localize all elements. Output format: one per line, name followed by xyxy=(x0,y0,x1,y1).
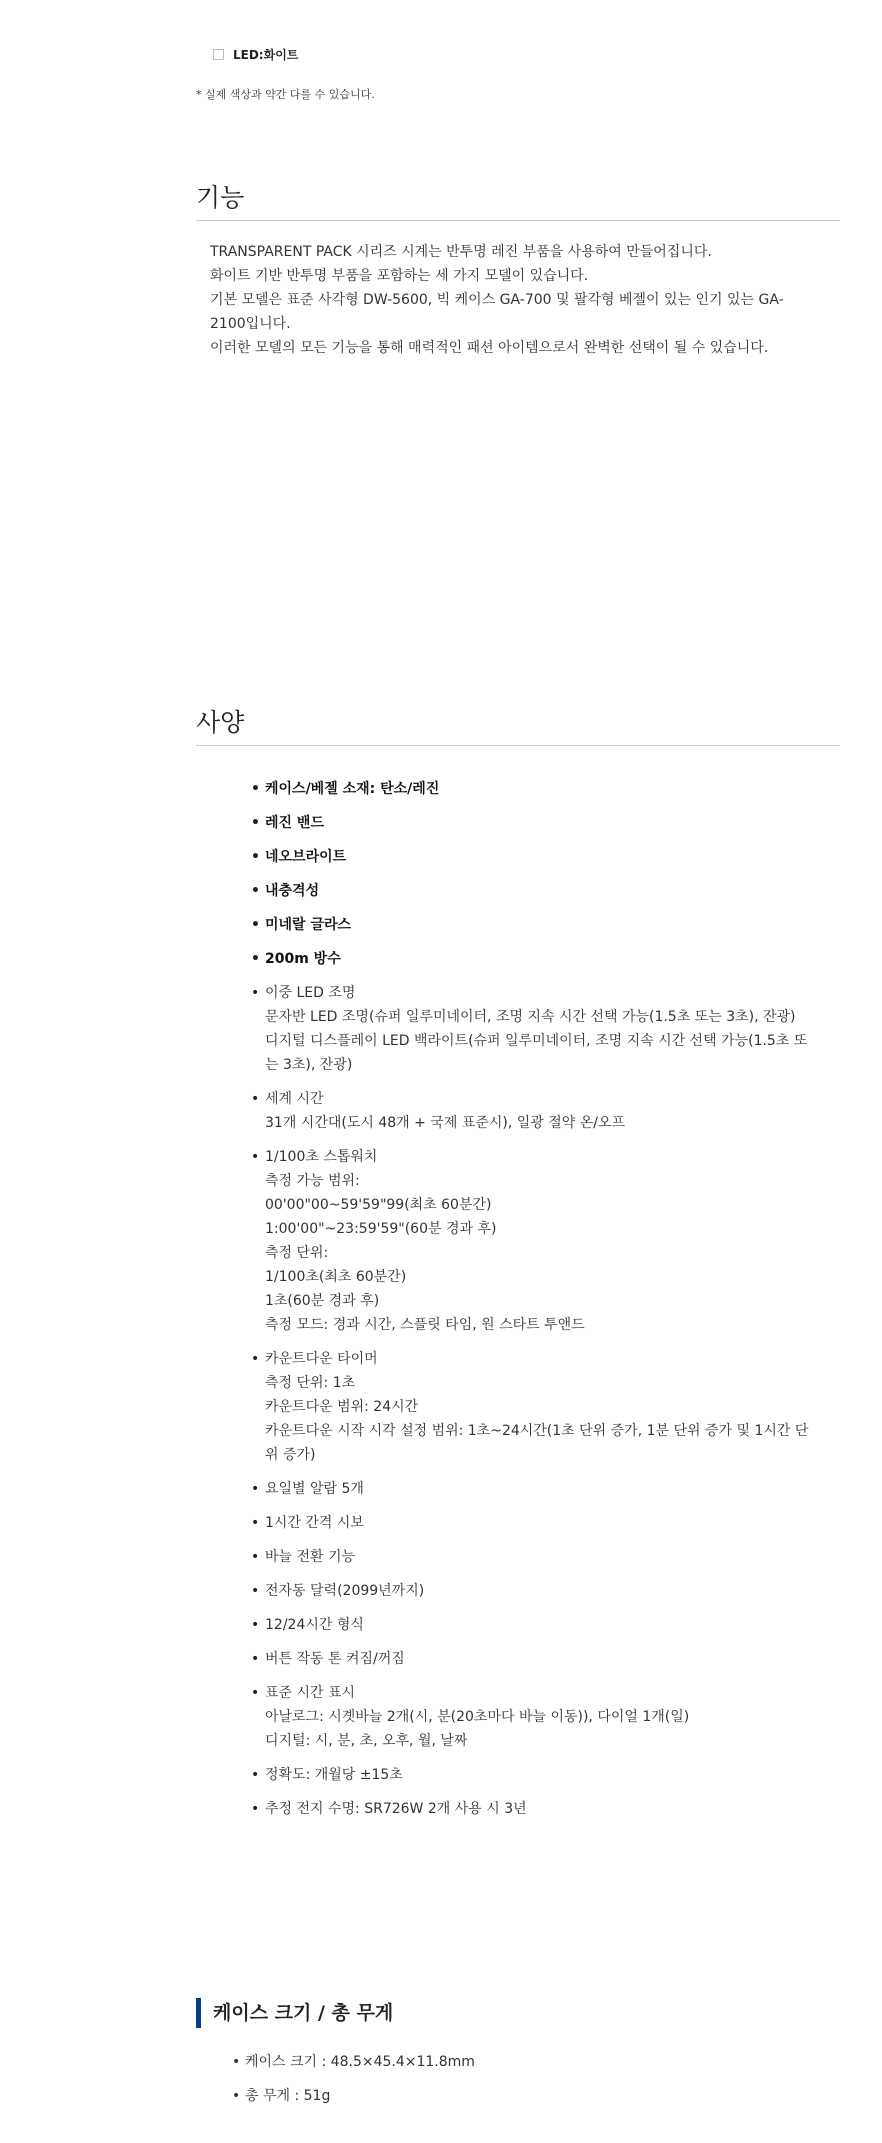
case-size-list xyxy=(232,2050,475,2118)
spec-item-detail: 디지털: 시, 분, 초, 오후, 월, 날짜 xyxy=(265,1733,468,1749)
specs-heading: 사양 xyxy=(196,703,840,746)
spec-item-detail: 1:00'00"~23:59'59"(60분 경과 후) xyxy=(265,1221,497,1237)
spec-item xyxy=(251,1477,811,1501)
spec-item xyxy=(251,981,811,1077)
color-swatch[interactable] xyxy=(213,46,298,63)
features-line: TRANSPARENT PACK 시리즈 시계는 반투명 레진 부품을 사용하여 만들어집니다. xyxy=(210,244,712,260)
spec-item-title: • 1시간 간격 시보 xyxy=(265,1515,364,1531)
spec-item-detail: 카운트다운 범위: 24시간 xyxy=(265,1399,419,1415)
spec-item xyxy=(251,879,811,903)
spec-item-title: • 레진 밴드 xyxy=(265,815,324,831)
spec-item-detail: 00'00"00~59'59"99(최초 60분간) xyxy=(265,1197,492,1213)
features-description xyxy=(210,240,810,360)
spec-item-title: • 네오브라이트 xyxy=(265,849,347,865)
swatch-label: LED:화이트 xyxy=(233,48,299,62)
spec-item xyxy=(251,1681,811,1753)
spec-item xyxy=(251,1511,811,1535)
spec-item-detail: 측정 단위: 1초 xyxy=(265,1375,356,1391)
spec-item xyxy=(251,811,811,835)
features-line: 화이트 기반 반투명 부품을 포함하는 세 가지 모델이 있습니다. xyxy=(210,268,589,284)
spec-item xyxy=(251,1613,811,1637)
spec-item xyxy=(251,1797,811,1821)
spec-item xyxy=(251,845,811,869)
spec-item-title: • 버튼 작동 톤 켜짐/꺼짐 xyxy=(265,1651,405,1667)
spec-item-title: • 케이스/베젤 소재: 탄소/레진 xyxy=(265,781,440,797)
spec-item-detail: 31개 시간대(도시 48개 + 국제 표준시), 일광 절약 온/오프 xyxy=(265,1115,626,1131)
spec-item xyxy=(251,1763,811,1787)
spec-item-title: • 1/100초 스톱워치 xyxy=(265,1149,378,1165)
spec-item-title: • 바늘 전환 기능 xyxy=(265,1549,356,1565)
spec-item xyxy=(251,1347,811,1467)
spec-item-detail: 측정 단위: xyxy=(265,1245,329,1261)
spec-item xyxy=(251,1087,811,1135)
spec-item xyxy=(251,1545,811,1569)
spec-item-title: • 요일별 알람 5개 xyxy=(265,1481,364,1497)
spec-item xyxy=(251,1145,811,1337)
swatch-checkbox[interactable] xyxy=(213,49,224,60)
spec-item-detail: 카운트다운 시작 시각 설정 범위: 1초~24시간(1초 단위 증가, 1분 단위 증가 및 1시간 단위 증가) xyxy=(265,1423,809,1463)
spec-item-title: • 미네랄 글라스 xyxy=(265,917,352,933)
spec-item-title: • 카운트다운 타이머 xyxy=(265,1351,378,1367)
features-heading: 기능 xyxy=(196,178,840,221)
spec-item-detail: 측정 가능 범위: xyxy=(265,1173,360,1189)
spec-item-title: • 전자동 달력(2099년까지) xyxy=(265,1583,425,1599)
spec-item xyxy=(251,1579,811,1603)
spec-item-detail: 아날로그: 시곗바늘 2개(시, 분(20초마다 바늘 이동)), 다이얼 1개(일) xyxy=(265,1709,690,1725)
case-weight-item: • 총 무게 : 51g xyxy=(232,2084,475,2108)
case-size-item: • 케이스 크기 : 48.5×45.4×11.8mm xyxy=(232,2050,475,2074)
spec-item-title: • 추정 전지 수명: SR726W 2개 사용 시 3년 xyxy=(265,1801,527,1817)
spec-item-detail: 측정 모드: 경과 시간, 스플릿 타임, 원 스타트 투앤드 xyxy=(265,1317,585,1333)
spec-item xyxy=(251,777,811,801)
spec-item-title: • 내충격성 xyxy=(265,883,320,899)
spec-item-detail: 1초(60분 경과 후) xyxy=(265,1293,380,1309)
spec-item xyxy=(251,1647,811,1671)
spec-item-title: • 12/24시간 형식 xyxy=(265,1617,364,1633)
spec-item-detail: 디지털 디스플레이 LED 백라이트(슈퍼 일루미네이터, 조명 지속 시간 선택 가능(1.5초 또는 3초), 잔광) xyxy=(265,1033,808,1073)
spec-item xyxy=(251,947,811,971)
spec-item-title: • 표준 시간 표시 xyxy=(265,1685,356,1701)
case-size-heading: 케이스 크기 / 총 무게 xyxy=(196,1998,393,2028)
features-line: 기본 모델은 표준 사각형 DW-5600, 빅 케이스 GA-700 및 팔각형 베젤이 있는 인기 있는 GA-2100입니다. xyxy=(210,292,784,332)
spec-item-detail: 문자반 LED 조명(슈퍼 일루미네이터, 조명 지속 시간 선택 가능(1.5초 또는 3초), 잔광) xyxy=(265,1009,796,1025)
spec-item-title: • 이중 LED 조명 xyxy=(265,985,356,1001)
spec-item-title: • 세계 시간 xyxy=(265,1091,324,1107)
spec-item-title: • 정확도: 개월당 ±15초 xyxy=(265,1767,403,1783)
spec-item-detail: 1/100초(최초 60분간) xyxy=(265,1269,407,1285)
color-disclaimer: * 실제 색상과 약간 다를 수 있습니다. xyxy=(196,88,375,101)
spec-item-title: • 200m 방수 xyxy=(265,951,341,967)
spec-item xyxy=(251,913,811,937)
specs-list xyxy=(251,777,811,1831)
features-line: 이러한 모델의 모든 기능을 통해 매력적인 패션 아이템으로서 완벽한 선택이 될 수 있습니다. xyxy=(210,340,769,356)
